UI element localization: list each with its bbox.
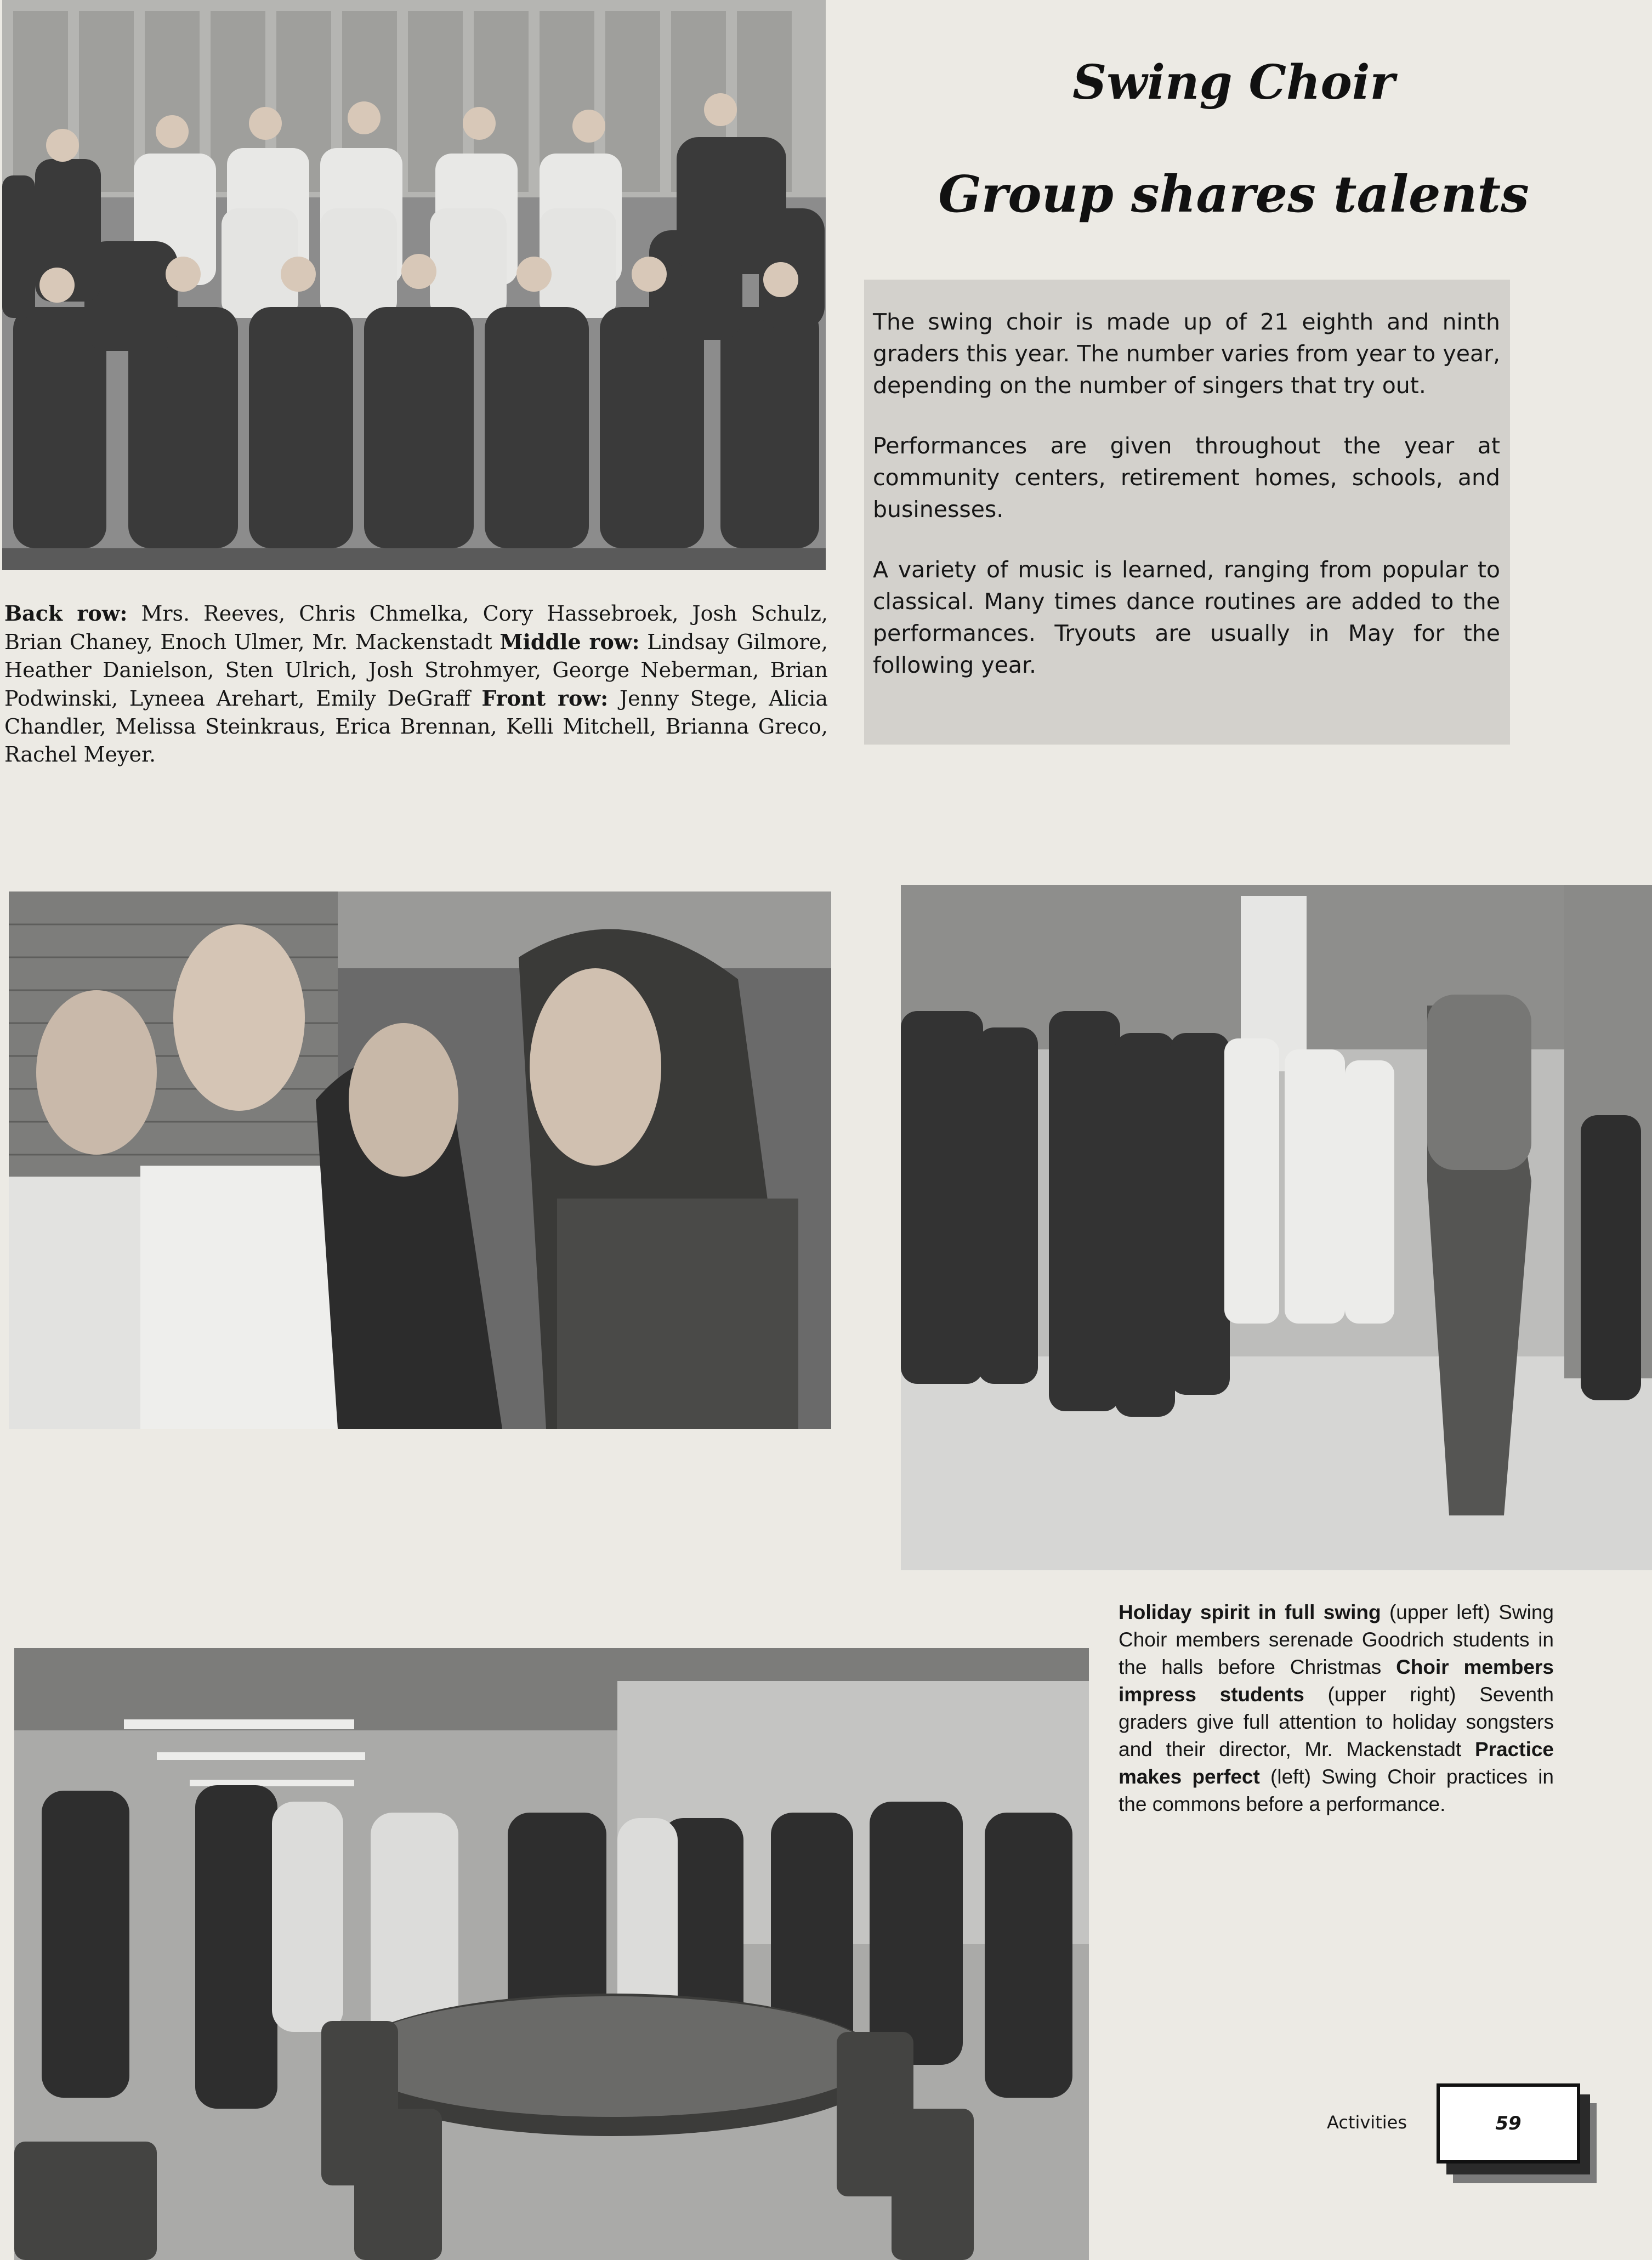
caption-heading-2: Choir members impress students bbox=[1119, 1656, 1554, 1706]
middle-row-label: Middle row: bbox=[499, 629, 640, 654]
page-subtitle: Group shares talents bbox=[938, 164, 1529, 224]
hallway-photo bbox=[901, 885, 1652, 1570]
caption-text-2: (upper right) Seventh graders give full attention to holiday songsters and their director, Mr. Mackenstadt bbox=[1119, 1683, 1554, 1761]
page-title: Swing Choir bbox=[1072, 55, 1395, 110]
caption-heading-1: Holiday spirit in full swing bbox=[1119, 1601, 1381, 1623]
commons-practice-photo bbox=[14, 1648, 1089, 2260]
caption-text-1: (upper left) Swing Choir members serenade Goodrich students in the halls before Christmas bbox=[1119, 1601, 1554, 1678]
caption-text-3: (left) Swing Choir practices in the commons before a performance. bbox=[1119, 1765, 1554, 1815]
front-row-label: Front row: bbox=[481, 686, 609, 711]
intro-text-box bbox=[864, 280, 1510, 745]
footer-section-label: Activities bbox=[1327, 2112, 1407, 2133]
middle-row-names: Lindsay Gilmore, Heather Danielson, Sten Ulrich, Josh Strohmyer, George Neberman, Brian Podwinski, Lyneea Arehart, Emily DeGraff bbox=[4, 630, 828, 711]
intro-paragraph: A variety of music is learned, ranging from popular to classical. Many times dance routines are added to the performances. Tryouts are usually in May for the following year. bbox=[873, 557, 1500, 678]
page-number: 59 bbox=[1495, 2113, 1522, 2134]
group-photo bbox=[2, 0, 826, 570]
intro-paragraph: Performances are given throughout the year at community centers, retirement homes, schools, and businesses. bbox=[873, 433, 1500, 523]
choir-singing-photo bbox=[9, 891, 831, 1429]
photos-caption bbox=[1119, 1599, 1554, 1818]
intro-paragraph: The swing choir is made up of 21 eighth and ninth graders this year. The number varies from year to year, depending on the number of singers that try out. bbox=[873, 309, 1500, 399]
back-row-names: Mrs. Reeves, Chris Chmelka, Cory Hassebroek, Josh Schulz, Brian Chaney, Enoch Ulmer, Mr. Mackenstadt bbox=[4, 601, 828, 654]
back-row-label: Back row: bbox=[4, 601, 128, 626]
group-photo-caption bbox=[4, 599, 828, 769]
page-number-box bbox=[1437, 2083, 1580, 2164]
front-row-names: Jenny Stege, Alicia Chandler, Melissa Steinkraus, Erica Brennan, Kelli Mitchell, Brianna Greco, Rachel Meyer. bbox=[4, 686, 828, 766]
caption-heading-3: Practice makes perfect bbox=[1119, 1738, 1554, 1788]
